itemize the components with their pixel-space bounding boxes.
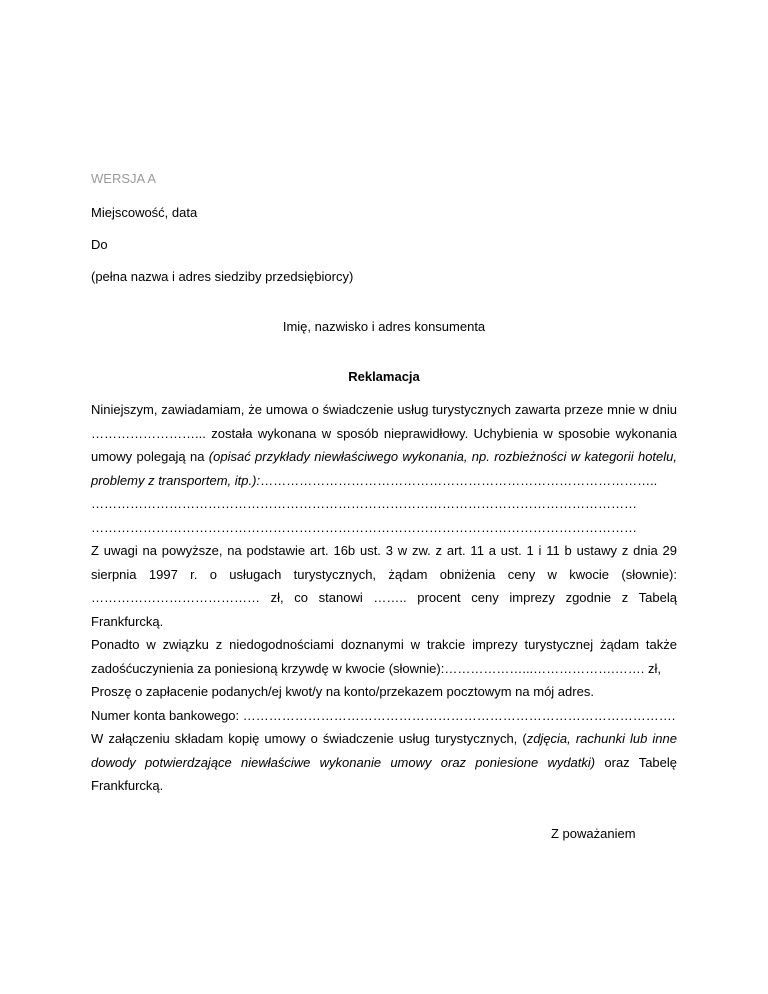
addressee-label: Do — [91, 237, 108, 252]
letter-page — [91, 170, 677, 798]
paragraph-attachments-text: W załączeniu składam kopię umowy o świadczenie usług turystycznych, ( — [91, 731, 527, 746]
fill-line-1: ……………………………………………………………………………………………………………… — [91, 496, 637, 511]
paragraph-complaint-instruction: (opisać przykłady niewłaściwego wykonania, np. rozbieżności w kategorii hotelu, problemy z transportem, itp.): — [91, 449, 677, 488]
consumer-details: Imię, nazwisko i adres konsumenta — [282, 319, 486, 334]
paragraph-price-reduction: Z uwagi na powyższe, na podstawie art. 16b ust. 3 w zw. z art. 11 a ust. 1 i 11 b ustawy z dnia 29 sierpnia 1997 r. o usługach turystycznych, żądam obniżenia ceny w kwocie (słownie): ………………………………… zł, co stanowi …….. procent ceny imprezy zgodnie z Tabelą Frankfurcką. — [91, 543, 677, 629]
paragraph-compensation: Ponadto w związku z niedogodnościami doznanymi w trakcie imprezy turystycznej żądam także zadośćuczynienia za poniesioną krzywdę w kwocie (słownie):………………...……………….……. zł, — [91, 637, 677, 676]
letter-body — [91, 398, 677, 798]
version-label: WERSJA A — [91, 171, 157, 186]
paragraph-complaint — [91, 398, 677, 492]
letter-title: Reklamacja — [348, 369, 420, 384]
company-name-address: (pełna nazwa i adres siedziby przedsiębiorcy) — [91, 269, 354, 284]
paragraph-payment: Proszę o zapłacenie podanych/ej kwot/y na konto/przekazem pocztowym na mój adres. — [91, 684, 594, 699]
paragraph-complaint-text: Niniejszym, zawiadamiam, że umowa o świadczenie usług turystycznych zawarta przeze mnie w dniu ……………………... została wykonana w sposób nieprawidłowy. Uchybienia w sposobie wykonania umowy polegają na — [91, 402, 677, 464]
place-date: Miejscowość, data — [91, 205, 198, 220]
fill-line-2: ……………………………………………………………………………………………………………… — [91, 519, 637, 535]
paragraph-bank-account: Numer konta bankowego: ………………………………………………………………………………………. — [91, 707, 676, 723]
paragraph-attachments-instruction: zdjęcia, rachunki lub inne dowody potwierdzające niewłaściwe wykonanie umowy oraz poniesione wydatki) — [91, 731, 678, 770]
paragraph-attachments — [91, 727, 677, 798]
paragraph-complaint-dots: ……………………………………………………………………………….. — [260, 472, 658, 488]
paragraph-attachments-end: oraz Tabelę Frankfurcką. — [91, 754, 677, 793]
closing-salutation: Z poważaniem — [551, 826, 636, 841]
